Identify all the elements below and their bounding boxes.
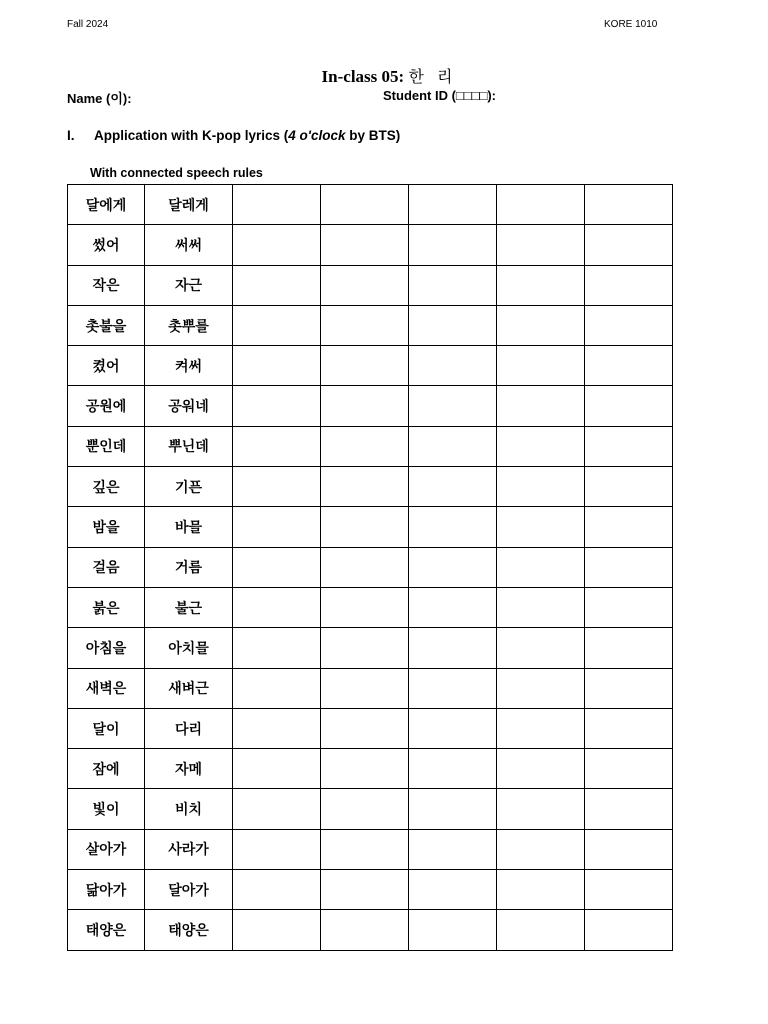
written-form-cell: 잠에 (68, 749, 145, 789)
written-form-cell: 태양은 (68, 910, 145, 950)
written-form-cell: 빛이 (68, 789, 145, 829)
table-row (68, 708, 673, 748)
blank-answer-cell[interactable] (321, 789, 409, 829)
blank-answer-cell[interactable] (233, 870, 321, 910)
blank-answer-cell[interactable] (585, 708, 673, 748)
blank-answer-cell[interactable] (321, 507, 409, 547)
blank-answer-cell[interactable] (233, 265, 321, 305)
blank-answer-cell[interactable] (585, 547, 673, 587)
pronounced-form-cell: 비치 (145, 789, 233, 829)
table-row (68, 910, 673, 950)
blank-answer-cell[interactable] (321, 749, 409, 789)
blank-answer-cell[interactable] (321, 628, 409, 668)
pronounced-form-cell: 사라가 (145, 829, 233, 869)
table-row (68, 507, 673, 547)
written-form-cell: 달이 (68, 708, 145, 748)
pronounced-form-cell: 자메 (145, 749, 233, 789)
blank-answer-cell[interactable] (409, 426, 497, 466)
blank-answer-cell[interactable] (585, 386, 673, 426)
blank-answer-cell[interactable] (409, 668, 497, 708)
blank-answer-cell[interactable] (585, 507, 673, 547)
blank-answer-cell[interactable] (233, 185, 321, 225)
table-row (68, 185, 673, 225)
song-title: 4 o'clock (288, 128, 346, 143)
blank-answer-cell[interactable] (497, 305, 585, 345)
blank-answer-cell[interactable] (233, 587, 321, 627)
blank-answer-cell[interactable] (409, 870, 497, 910)
blank-answer-cell[interactable] (497, 547, 585, 587)
blank-answer-cell[interactable] (497, 225, 585, 265)
blank-answer-cell[interactable] (497, 587, 585, 627)
blank-answer-cell[interactable] (585, 829, 673, 869)
blank-answer-cell[interactable] (497, 507, 585, 547)
blank-answer-cell[interactable] (321, 467, 409, 507)
blank-answer-cell[interactable] (321, 426, 409, 466)
blank-answer-cell[interactable] (497, 708, 585, 748)
blank-answer-cell[interactable] (497, 749, 585, 789)
blank-answer-cell[interactable] (233, 305, 321, 345)
blank-answer-cell[interactable] (233, 910, 321, 950)
name-field-label: Name (이): (67, 91, 132, 106)
blank-answer-cell[interactable] (321, 668, 409, 708)
blank-answer-cell[interactable] (409, 708, 497, 748)
pronounced-form-cell: 켜써 (145, 346, 233, 386)
blank-answer-cell[interactable] (321, 910, 409, 950)
blank-answer-cell[interactable] (321, 265, 409, 305)
pronounced-form-cell: 새벼근 (145, 668, 233, 708)
table-row (68, 789, 673, 829)
blank-answer-cell[interactable] (497, 467, 585, 507)
pronounced-form-cell: 공워네 (145, 386, 233, 426)
blank-answer-cell[interactable] (497, 386, 585, 426)
blank-answer-cell[interactable] (321, 346, 409, 386)
blank-answer-cell[interactable] (321, 708, 409, 748)
pronounced-form-cell: 달레게 (145, 185, 233, 225)
table-row (68, 265, 673, 305)
blank-answer-cell[interactable] (497, 910, 585, 950)
blank-answer-cell[interactable] (497, 829, 585, 869)
blank-answer-cell[interactable] (233, 708, 321, 748)
blank-answer-cell[interactable] (409, 305, 497, 345)
blank-answer-cell[interactable] (321, 185, 409, 225)
blank-answer-cell[interactable] (321, 870, 409, 910)
blank-answer-cell[interactable] (321, 829, 409, 869)
pronounced-form-cell: 촛뿌를 (145, 305, 233, 345)
blank-answer-cell[interactable] (233, 507, 321, 547)
pronounced-form-cell: 자근 (145, 265, 233, 305)
blank-answer-cell[interactable] (409, 507, 497, 547)
table-row (68, 870, 673, 910)
table-row (68, 749, 673, 789)
page-title (0, 64, 768, 87)
table-row (68, 547, 673, 587)
title-korean: 한 리 (408, 67, 457, 86)
blank-answer-cell[interactable] (409, 346, 497, 386)
written-form-cell: 작은 (68, 265, 145, 305)
blank-answer-cell[interactable] (585, 870, 673, 910)
table-row (68, 628, 673, 668)
blank-answer-cell[interactable] (321, 386, 409, 426)
blank-answer-cell[interactable] (409, 628, 497, 668)
blank-answer-cell[interactable] (321, 547, 409, 587)
section-heading (67, 128, 400, 143)
blank-answer-cell[interactable] (409, 749, 497, 789)
blank-answer-cell[interactable] (233, 426, 321, 466)
blank-answer-cell[interactable] (585, 789, 673, 829)
table-row (68, 587, 673, 627)
blank-answer-cell[interactable] (585, 185, 673, 225)
blank-answer-cell[interactable] (585, 426, 673, 466)
blank-answer-cell[interactable] (585, 668, 673, 708)
blank-answer-cell[interactable] (409, 910, 497, 950)
written-form-cell: 뿐인데 (68, 426, 145, 466)
written-form-cell: 공원에 (68, 386, 145, 426)
blank-answer-cell[interactable] (585, 265, 673, 305)
blank-answer-cell[interactable] (497, 668, 585, 708)
table-row (68, 305, 673, 345)
blank-answer-cell[interactable] (585, 225, 673, 265)
blank-answer-cell[interactable] (409, 225, 497, 265)
blank-answer-cell[interactable] (321, 587, 409, 627)
written-form-cell: 썼어 (68, 225, 145, 265)
blank-answer-cell[interactable] (233, 467, 321, 507)
blank-answer-cell[interactable] (409, 467, 497, 507)
lyrics-table (67, 184, 673, 951)
blank-answer-cell[interactable] (233, 346, 321, 386)
written-form-cell: 아침을 (68, 628, 145, 668)
blank-answer-cell[interactable] (497, 346, 585, 386)
blank-answer-cell[interactable] (497, 789, 585, 829)
course-code: KORE 1010 (604, 19, 658, 30)
pronounced-form-cell: 불근 (145, 587, 233, 627)
title-prefix: In-class 05: (321, 67, 405, 86)
pronounced-form-cell: 써써 (145, 225, 233, 265)
blank-answer-cell[interactable] (409, 829, 497, 869)
blank-answer-cell[interactable] (409, 386, 497, 426)
written-form-cell: 촛불을 (68, 305, 145, 345)
blank-answer-cell[interactable] (585, 749, 673, 789)
blank-answer-cell[interactable] (233, 386, 321, 426)
table-row (68, 386, 673, 426)
pronounced-form-cell: 다리 (145, 708, 233, 748)
subheading: With connected speech rules (90, 166, 263, 180)
blank-answer-cell[interactable] (321, 225, 409, 265)
pronounced-form-cell: 태양은 (145, 910, 233, 950)
section-number: I. (67, 128, 75, 143)
blank-answer-cell[interactable] (585, 587, 673, 627)
written-form-cell: 깊은 (68, 467, 145, 507)
blank-answer-cell[interactable] (233, 225, 321, 265)
blank-answer-cell[interactable] (585, 467, 673, 507)
written-form-cell: 살아가 (68, 829, 145, 869)
pronounced-form-cell: 달아가 (145, 870, 233, 910)
blank-answer-cell[interactable] (409, 587, 497, 627)
pronounced-form-cell: 뿌닌데 (145, 426, 233, 466)
table-row (68, 426, 673, 466)
table-row (68, 225, 673, 265)
blank-answer-cell[interactable] (321, 305, 409, 345)
written-form-cell: 달에게 (68, 185, 145, 225)
blank-answer-cell[interactable] (233, 829, 321, 869)
blank-answer-cell[interactable] (585, 628, 673, 668)
pronounced-form-cell: 바믈 (145, 507, 233, 547)
section-text-after: by BTS) (345, 128, 401, 143)
blank-answer-cell[interactable] (233, 628, 321, 668)
blank-answer-cell[interactable] (497, 426, 585, 466)
written-form-cell: 밤을 (68, 507, 145, 547)
term-label: Fall 2024 (67, 19, 109, 30)
blank-answer-cell[interactable] (585, 305, 673, 345)
blank-answer-cell[interactable] (409, 185, 497, 225)
table-row (68, 829, 673, 869)
written-form-cell: 새벽은 (68, 668, 145, 708)
written-form-cell: 붉은 (68, 587, 145, 627)
written-form-cell: 켰어 (68, 346, 145, 386)
written-form-cell: 닮아가 (68, 870, 145, 910)
table-row (68, 668, 673, 708)
blank-answer-cell[interactable] (497, 265, 585, 305)
blank-answer-cell[interactable] (409, 789, 497, 829)
blank-answer-cell[interactable] (233, 789, 321, 829)
blank-answer-cell[interactable] (233, 749, 321, 789)
blank-answer-cell[interactable] (585, 910, 673, 950)
blank-answer-cell[interactable] (233, 668, 321, 708)
table-row (68, 346, 673, 386)
blank-answer-cell[interactable] (585, 346, 673, 386)
student-id-field-label: Student ID (□□□□): (383, 88, 497, 103)
pronounced-form-cell: 기픈 (145, 467, 233, 507)
pronounced-form-cell: 거름 (145, 547, 233, 587)
pronounced-form-cell: 아치믈 (145, 628, 233, 668)
written-form-cell: 걸음 (68, 547, 145, 587)
section-text-before: Application with K-pop lyrics ( (94, 128, 289, 143)
blank-answer-cell[interactable] (409, 547, 497, 587)
table-row (68, 467, 673, 507)
blank-answer-cell[interactable] (497, 185, 585, 225)
blank-answer-cell[interactable] (497, 628, 585, 668)
blank-answer-cell[interactable] (409, 265, 497, 305)
blank-answer-cell[interactable] (497, 870, 585, 910)
blank-answer-cell[interactable] (233, 547, 321, 587)
